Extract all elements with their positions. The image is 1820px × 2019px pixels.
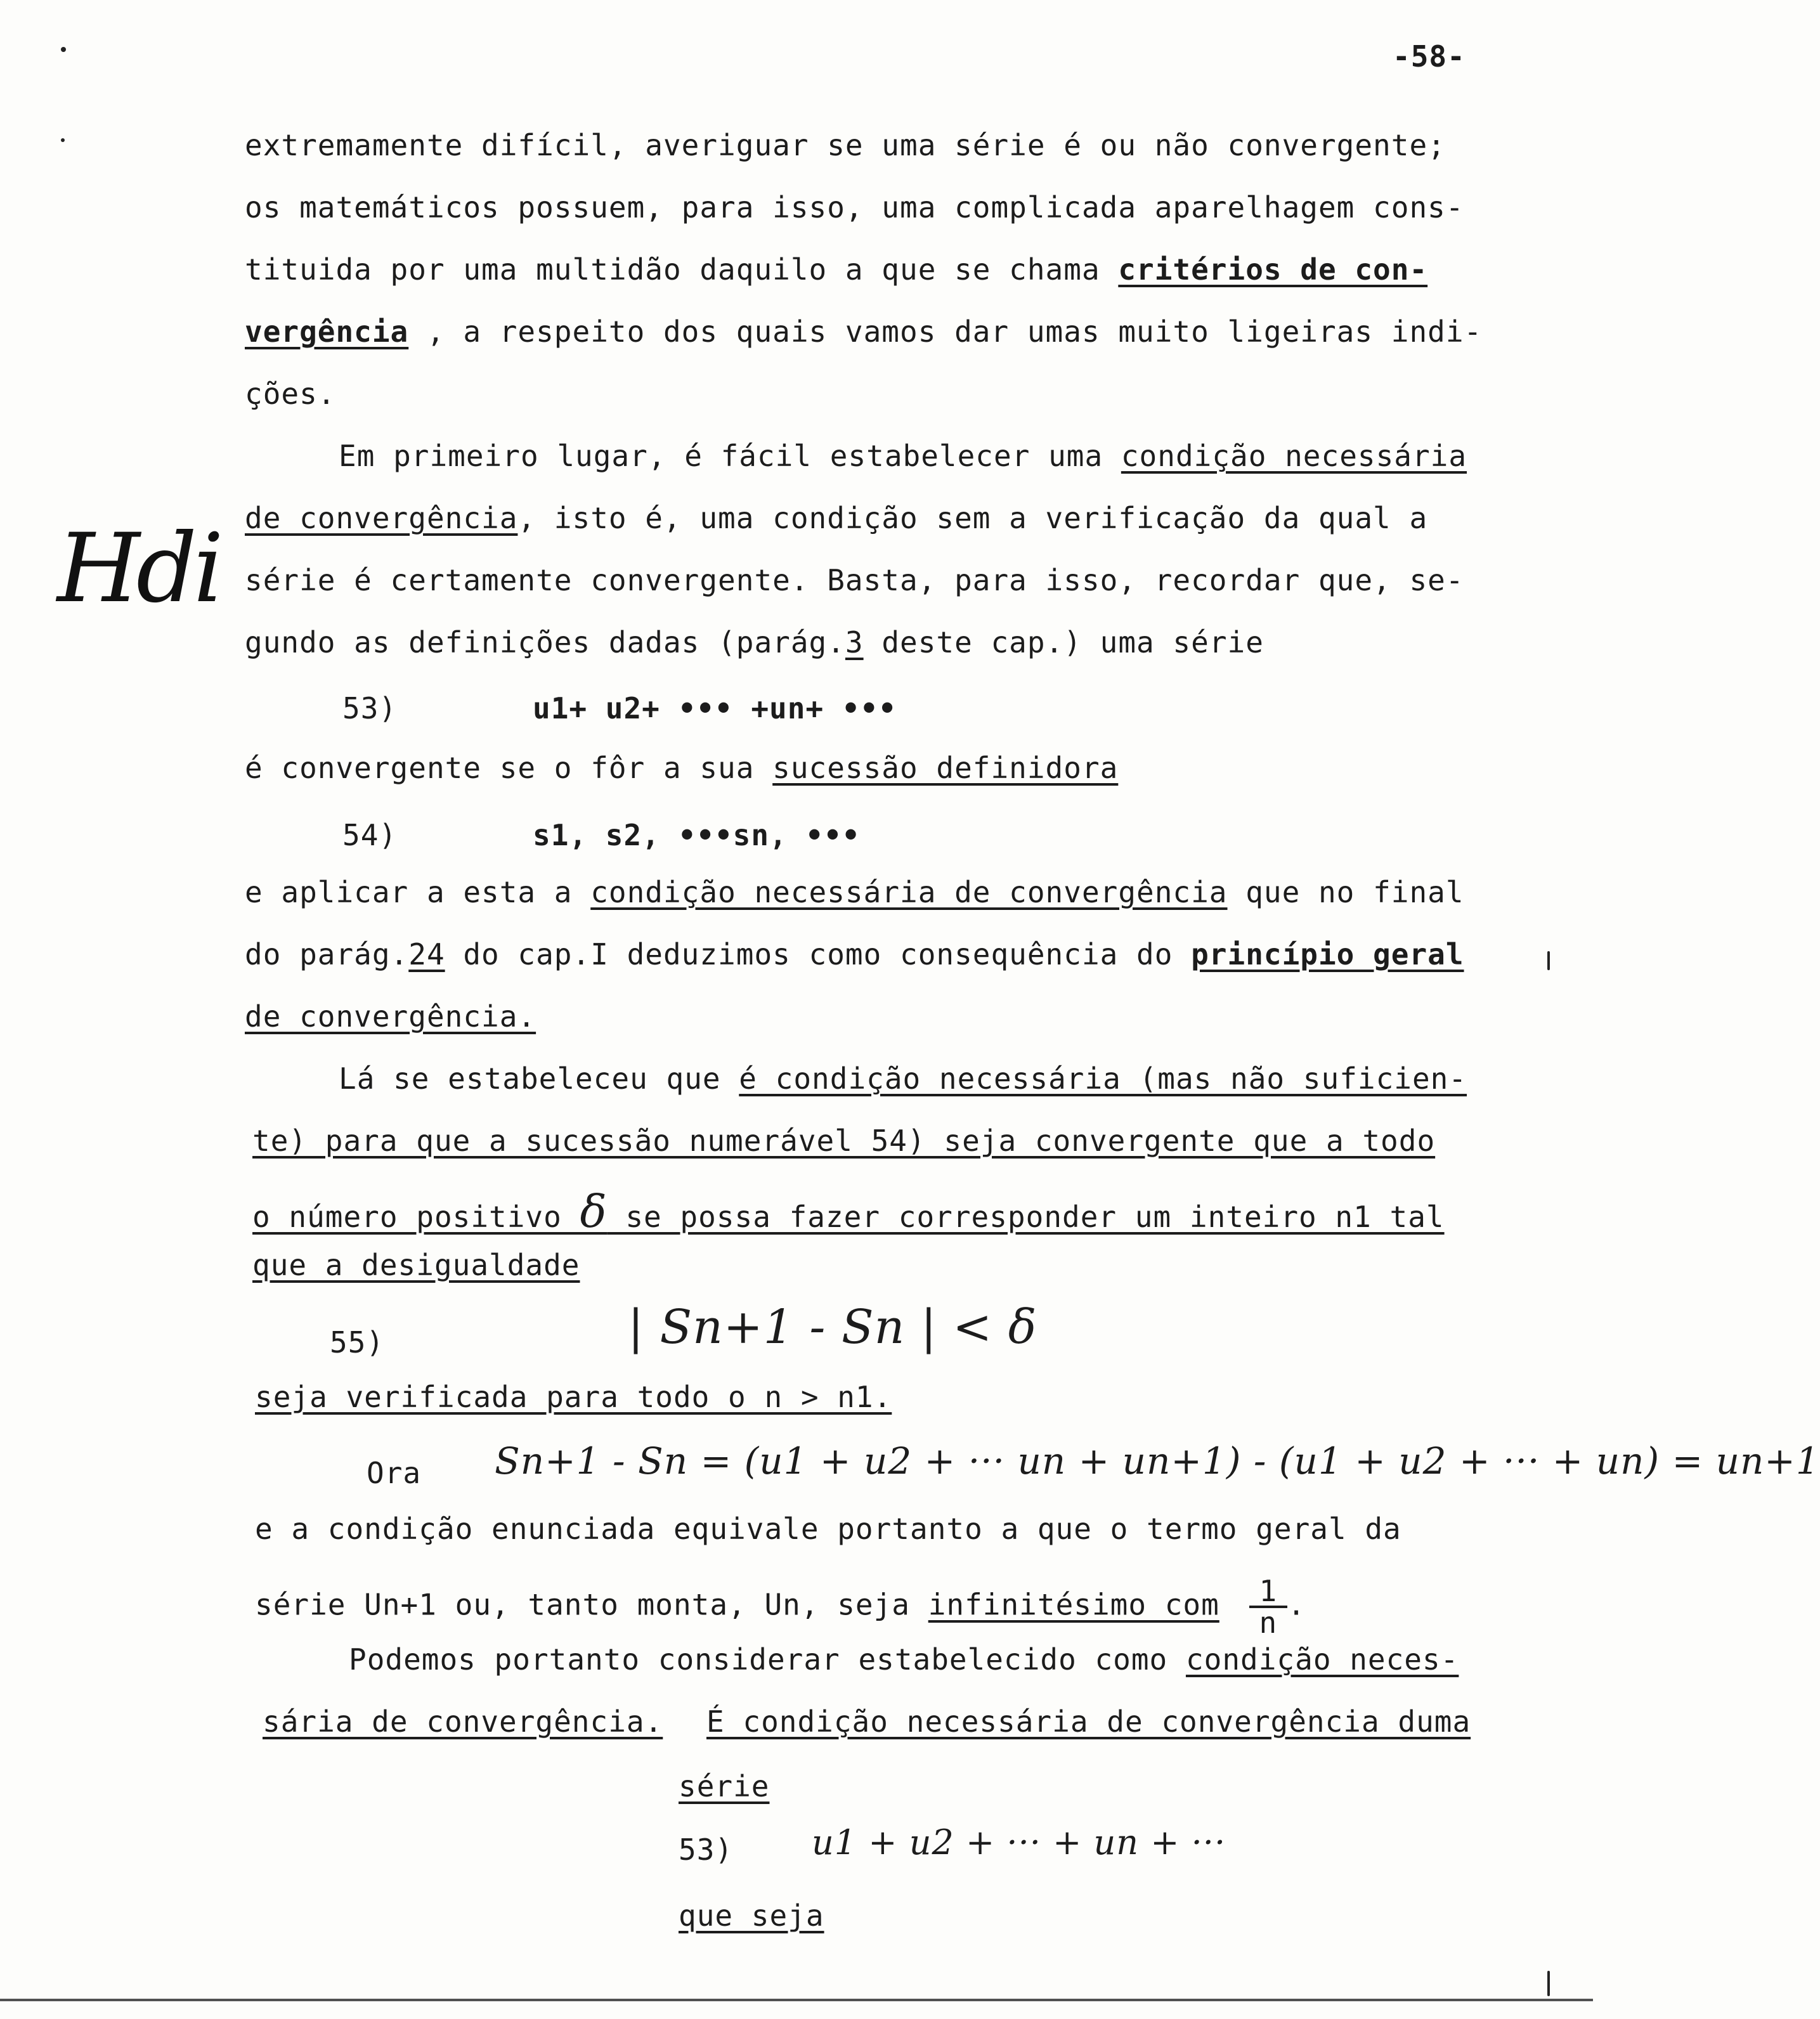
handwritten-equation: | Sn+1 - Sn | < δ: [628, 1300, 1037, 1354]
equation-label: 53): [342, 691, 398, 725]
text-line: ções.: [245, 377, 336, 411]
underlined-term: 3: [845, 625, 864, 659]
handwritten-equation: Sn+1 - Sn = (u1 + u2 + ··· un + un+1) - (u1 + u2 + ··· + un) = un+1: [495, 1439, 1820, 1483]
page-number: -58-: [1393, 39, 1466, 74]
underlined-term: vergência: [245, 315, 409, 349]
text-line: série: [679, 1769, 770, 1803]
text-span: Podemos portanto considerar estabelecido como: [349, 1642, 1186, 1677]
text-line: [245, 252, 1427, 287]
fraction-denominator: n: [1259, 1606, 1278, 1640]
delta-symbol: δ: [580, 1186, 608, 1238]
underlined-term: sucessão definidora: [772, 751, 1119, 785]
text-line: [245, 937, 1464, 971]
underlined-term: condição neces-: [1185, 1642, 1459, 1677]
underlined-term: de convergência: [245, 501, 518, 535]
text-line: [245, 625, 1264, 659]
underlined-term: é condição necessária (mas não suficien-: [739, 1061, 1467, 1096]
text-line: [245, 501, 1427, 535]
speck: [1547, 951, 1550, 970]
text-line: [245, 875, 1464, 909]
fraction-numerator: 1: [1249, 1576, 1288, 1608]
speck: [1547, 1971, 1550, 1996]
underlined-term: infinitésimo com: [928, 1587, 1219, 1622]
text-line: te) para que a sucessão numerável 54) seja convergente que a todo: [252, 1124, 1436, 1158]
text-span: série Un+1 ou, tanto monta, Un, seja: [255, 1587, 928, 1622]
equation-label: 53): [679, 1833, 734, 1867]
page-bottom-edge: [0, 1999, 1593, 2001]
text-line: [255, 1574, 1306, 1640]
underlined-term: critérios de con-: [1118, 252, 1428, 287]
text-span: , a respeito dos quais vamos dar umas muito ligeiras indi-: [408, 315, 1483, 349]
text-span: deste cap.) uma série: [863, 625, 1264, 659]
text-line: seja verificada para todo o n > n1.: [255, 1380, 892, 1414]
text-line: série é certamente convergente. Basta, para isso, recordar que, se-: [245, 563, 1464, 597]
underlined-term: 24: [408, 937, 445, 971]
text-line: que a desigualdade: [252, 1248, 580, 1282]
text-span: o número positivo: [252, 1200, 580, 1234]
text-span: Em primeiro lugar, é fácil estabelecer uma: [339, 439, 1121, 473]
underlined-term: princípio geral: [1191, 937, 1464, 971]
handwritten-margin-note: Hdi: [57, 514, 220, 624]
speck: [61, 138, 65, 142]
text-line: Ora: [367, 1456, 422, 1490]
text-line: [245, 315, 1482, 349]
text-span: Lá se estabeleceu que: [339, 1061, 739, 1096]
underlined-term: sária de convergência.: [263, 1704, 663, 1739]
text-line: [339, 1061, 1467, 1096]
text-line: [245, 751, 1118, 785]
underlined-term: condição necessária de convergência: [590, 875, 1228, 909]
text-line: [263, 1704, 1471, 1739]
equation: s1, s2, •••sn, •••: [533, 818, 861, 852]
fraction: [1249, 1574, 1288, 1640]
text-line: que seja: [679, 1899, 824, 1933]
text-span: tituida por uma multidão daquilo a que se chama: [245, 252, 1119, 287]
text-span: se possa fazer corresponder um inteiro n1 tal: [607, 1200, 1445, 1234]
underlined-term: condição necessária: [1121, 439, 1467, 473]
speck: [61, 47, 66, 52]
equation-label: 55): [330, 1325, 385, 1360]
text-line: extremamente difícil, averiguar se uma série é ou não convergente;: [245, 128, 1446, 162]
text-span: do parág.: [245, 937, 409, 971]
text-line: e a condição enunciada equivale portanto a que o termo geral da: [255, 1512, 1401, 1546]
text-span: é convergente se o fôr a sua: [245, 751, 773, 785]
text-span: , isto é, uma condição sem a verificação da qual a: [517, 501, 1428, 535]
equation: u1+ u2+ ••• +un+ •••: [533, 691, 897, 725]
text-span: .: [1287, 1587, 1306, 1622]
handwritten-equation: u1 + u2 + ··· + un + ···: [812, 1822, 1226, 1862]
text-line: de convergência.: [245, 999, 536, 1034]
text-span: que no final: [1227, 875, 1464, 909]
underlined-term: É condição necessária de convergência duma: [706, 1704, 1471, 1739]
text-span: do cap.I deduzimos como consequência do: [445, 937, 1192, 971]
text-line: [339, 439, 1467, 473]
equation-label: 54): [342, 818, 398, 852]
text-span: e aplicar a esta a: [245, 875, 591, 909]
text-line: os matemáticos possuem, para isso, uma complicada aparelhagem cons-: [245, 190, 1464, 224]
text-span: gundo as definições dadas (parág.: [245, 625, 845, 659]
text-line: [252, 1186, 1445, 1238]
text-line: [349, 1642, 1459, 1677]
